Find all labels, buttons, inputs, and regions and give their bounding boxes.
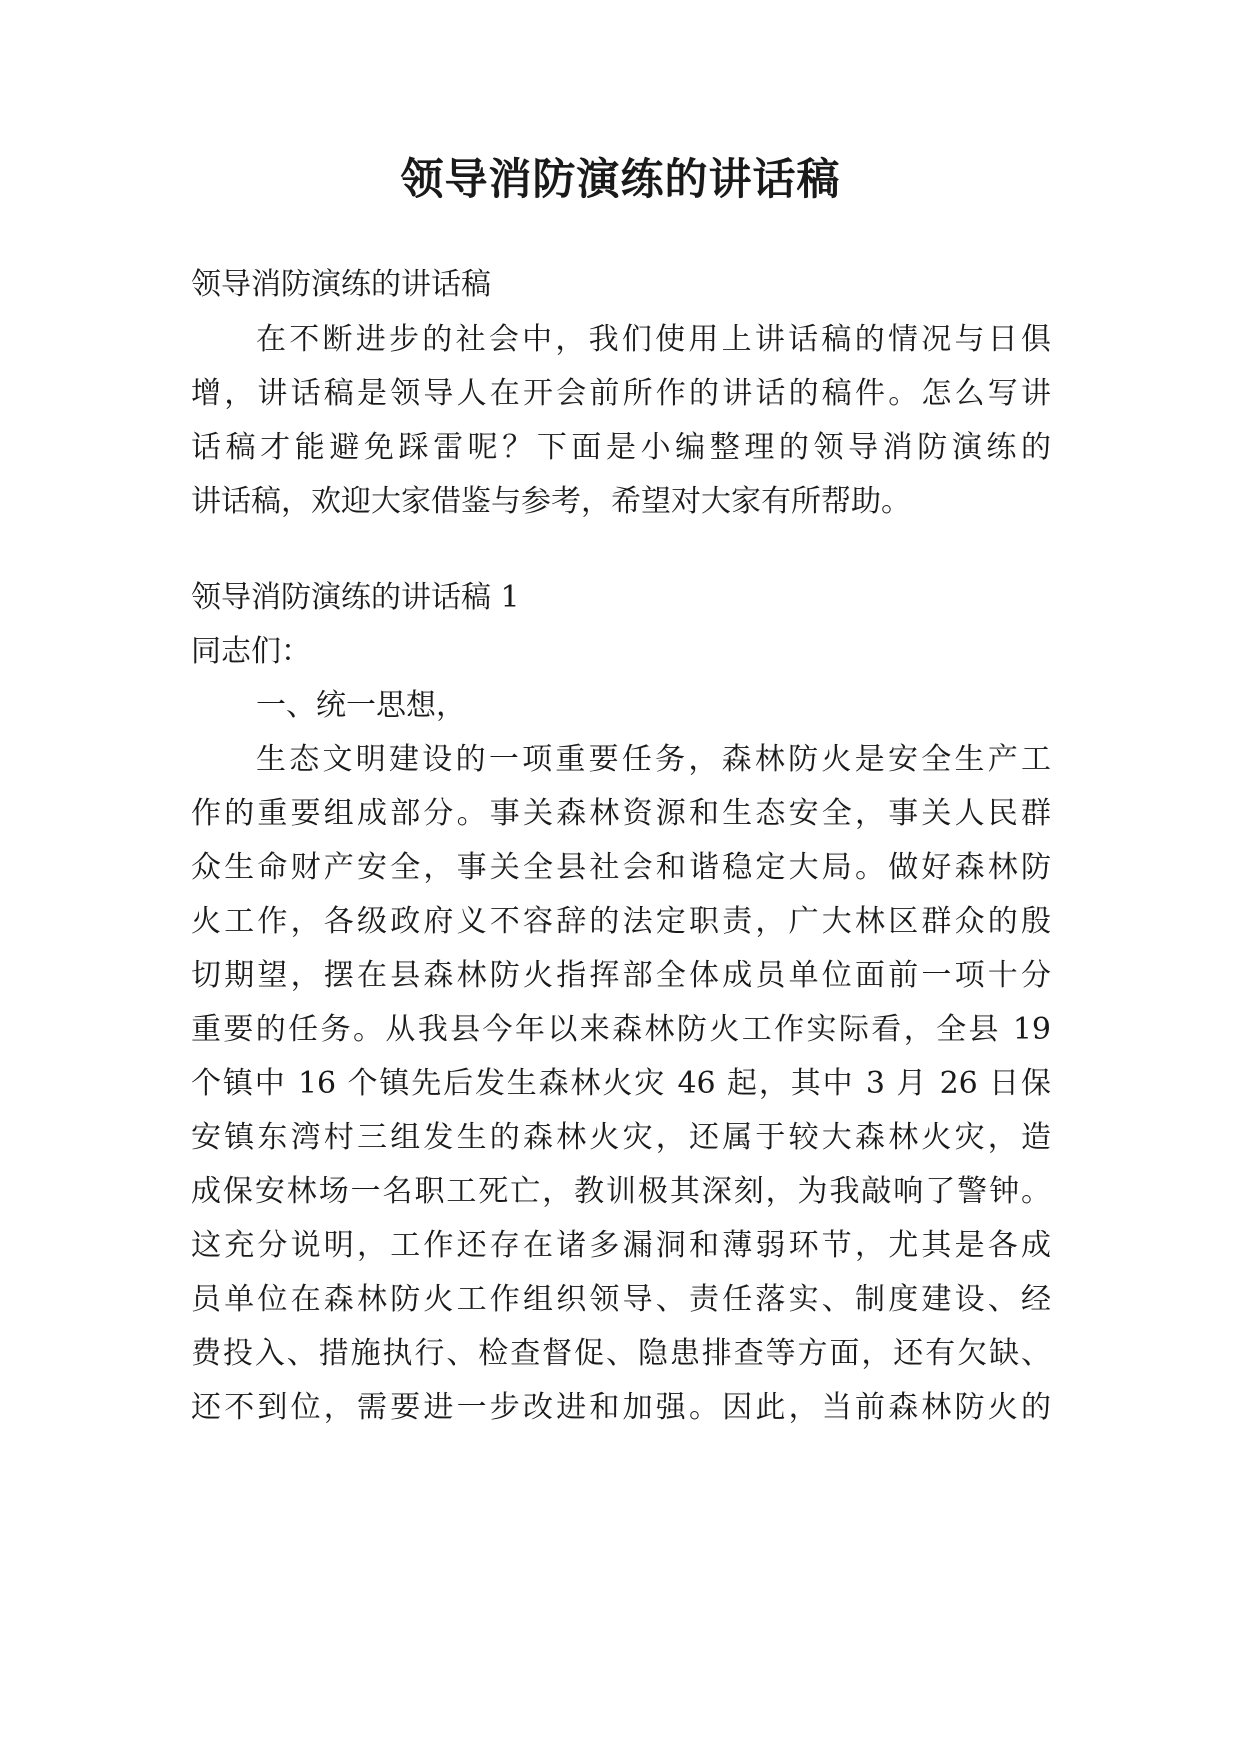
body-line: 员单位在森林防火工作组织领导、责任落实、制度建设、经 xyxy=(191,1282,1051,1317)
body-line: 众生命财产安全，事关全县社会和谐稳定大局。做好森林防 xyxy=(191,850,1051,885)
document-subtitle: 领导消防演练的讲话稿 xyxy=(191,267,491,302)
body-line: 还不到位，需要进一步改进和加强。因此，当前森林防火的 xyxy=(191,1390,1051,1425)
body-line: 成保安林场一名职工死亡，教训极其深刻，为我敲响了警钟。 xyxy=(191,1174,1051,1209)
intro-line: 在不断进步的社会中，我们使用上讲话稿的情况与日俱 xyxy=(256,322,1051,357)
body-line: 生态文明建设的一项重要任务，森林防火是安全生产工 xyxy=(256,742,1051,777)
salutation: 同志们： xyxy=(191,634,311,669)
body-line: 作的重要组成部分。事关森林资源和生态安全，事关人民群 xyxy=(191,796,1051,831)
body-line: 安镇东湾村三组发生的森林火灾，还属于较大森林火灾，造 xyxy=(191,1120,1051,1155)
point-heading: 一、统一思想， xyxy=(256,688,466,723)
body-line: 这充分说明，工作还存在诸多漏洞和薄弱环节，尤其是各成 xyxy=(191,1228,1051,1263)
body-line: 个镇中 16 个镇先后发生森林火灾 46 起，其中 3 月 26 日保 xyxy=(191,1066,1051,1101)
document-title: 领导消防演练的讲话稿 xyxy=(400,155,841,205)
body-line: 费投入、措施执行、检查督促、隐患排查等方面，还有欠缺、 xyxy=(191,1336,1051,1371)
section-heading: 领导消防演练的讲话稿 1 xyxy=(191,580,520,615)
body-line: 切期望，摆在县森林防火指挥部全体成员单位面前一项十分 xyxy=(191,958,1051,993)
intro-line: 增，讲话稿是领导人在开会前所作的讲话的稿件。怎么写讲 xyxy=(191,376,1051,411)
intro-line: 话稿才能避免踩雷呢？下面是小编整理的领导消防演练的 xyxy=(191,430,1051,465)
intro-line: 讲话稿，欢迎大家借鉴与参考，希望对大家有所帮助。 xyxy=(191,484,911,519)
body-line: 火工作，各级政府义不容辞的法定职责，广大林区群众的殷 xyxy=(191,904,1051,939)
body-line: 重要的任务。从我县今年以来森林防火工作实际看，全县 19 xyxy=(191,1012,1051,1047)
